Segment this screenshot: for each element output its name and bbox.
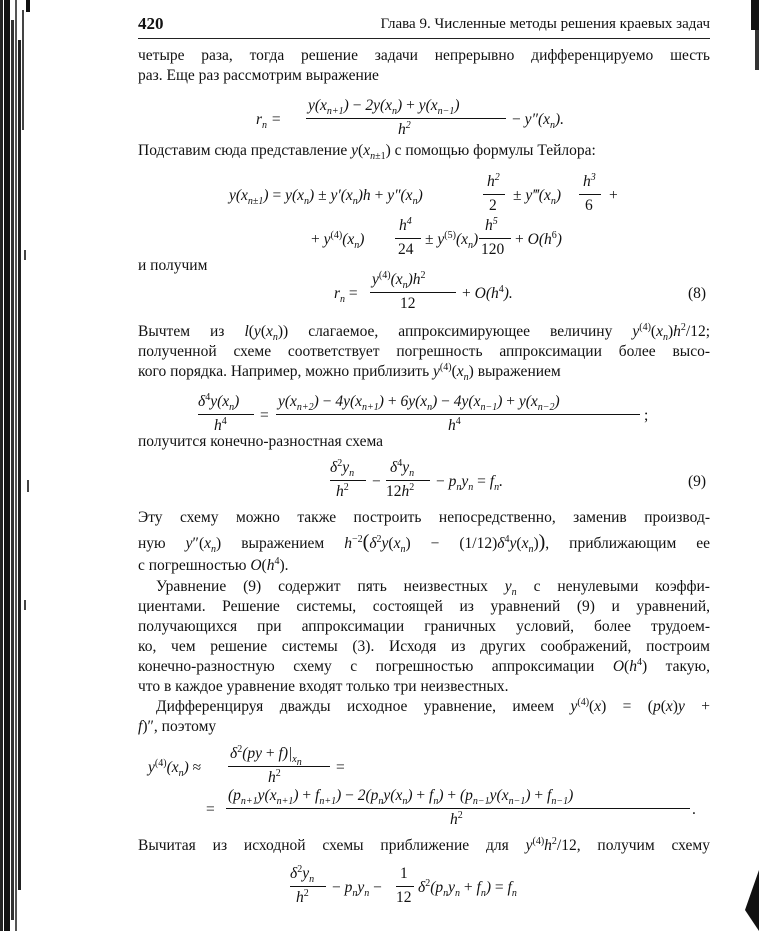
text-line-19: f)″, поэтому [138, 718, 217, 735]
text-line-4: и получим [138, 257, 208, 274]
text-line-20: Вычитая из исходной схемы приближение для $y^{(4)}h^2/12$, получим схему [138, 835, 710, 854]
text-line-2: раз. Еще раз рассмотрим выражение [138, 67, 379, 84]
text-line-14: получающихся при аппроксимации граничных условий, более трудоем- [138, 618, 710, 635]
text-line-12: Уравнение (9) содержит пять неизвестных $y_n$ с ненулевыми коэффи- [156, 578, 710, 599]
text-line-18: Дифференцируя дважды исходное уравнение, имеем $y^{(4)}(x) = (p(x)y$ + [156, 696, 710, 715]
running-header [138, 14, 710, 36]
text-line-5: Вычтем из $l(y(x_n))$ слагаемое, аппроксимирующее величину $y^{(4)}(x_n)h^2/12$; [138, 321, 711, 344]
text-line-16: конечно-разностную схему с погрешностью аппроксимации $O(h^4)$ такую, [138, 656, 710, 675]
text-line-1: четыре раза, тогда решение задачи непрерывно дифференцируемо шесть [138, 47, 710, 64]
text-line-6: полученной схеме соответствует погрешность аппроксимации более высо- [138, 343, 710, 360]
page-number: 420 [138, 14, 164, 33]
text-line-15: ко, чем решение системы (3). Исходя из других соображений, построим [138, 638, 710, 655]
scan-edge-right [745, 0, 759, 931]
scan-edge-left [0, 0, 40, 931]
chapter-title: Глава 9. Численные методы решения краевых задач [380, 16, 710, 32]
text-line-13: циентами. Решение системы, состоящей из уравнений (9) и уравнений, [138, 598, 710, 615]
text-line-10: ную $y''(x_n)$ выражением $h^{-2}(\delta^2y(x_n) - (1/12)\delta^4y(x_n))$, приближающим ее [138, 531, 711, 556]
header-rule [138, 38, 710, 39]
text-line-17: что в каждое уравнение входят только три неизвестных. [138, 678, 509, 695]
equation-number-8: (8) [688, 285, 707, 302]
text-line-7: кого порядка. Например, можно приблизить $y^{(4)}(x_n)$ выражением [138, 361, 561, 384]
text-line-8: получится конечно-разностная схема [138, 433, 384, 450]
text-line-9: Эту схему можно также построить непосредственно, заменив производ- [138, 509, 710, 526]
book-page: 420 Глава 9. Численные методы решения краевых задач четыре раза, тогда решение задачи непрерывно дифференцируемо шесть раз. Еще раз рассмотрим выражение $r_n$ = $y(x_{n+1}) - 2y(x_n) + y(x_{n-1})$ $h^2$ − $y''(x_n)$. Подставим сюда представление $y(x_{n\pm 1})$ с помощью формулы Тейлора: $y(x_{n\pm 1}) = y(x_n) \pm y'(x_n)h + y''(x_n)$ $h^2$ 2 ± $y‴(x_n)$ $h^3$ 6 + + $y^{(4)}(x_n)$ $h^4$ 24 ± $y^{(5)}(x_n)$ $h^5$ 120 + $O(h^6)$ и получим $r_n$ = $y^{(4)}(x_n)h^2$ 12 + $O(h^4)$. (8) Вычтем из $l(y(x_n))$ слагаемое, аппроксимирующее величину $y^{(4)}(x_n)h^2/12$; полученной схеме соответствует погрешность аппроксимации более высо- кого порядка. Например, можно приблизить $y^{(4)}(x_n)$ выражением $\delta^4y(x_n)$ $h^4$ = $y(x_{n+2}) - 4y(x_{n+1}) + 6y(x_n) - 4y(x_{n-1}) + y(x_{n-2})$ $h^4$ ; получится конечно-разностная схема $\delta^2y_n$ $h^2$ − $\delta^4y_n$ $12h^2$ − $p_ny_n = f_n$. (9) Эту схему можно также построить непосредственно, заменив производ- ную $y''(x_n)$ выражением $h^{-2}(\delta^2y(x_n) - (1/12)\delta^4y(x_n))$, приближающим ее с погрешностью $O(h^4)$. Уравнение (9) содержит пять неизвестных $y_n$ с ненулевыми коэффи- циентами. Решение системы, состоящей из уравнений (9) и уравнений, получающихся при аппроксимации граничных условий, более трудоем- ко, чем решение системы (3). Исходя из других соображений, построим конечно-разностную схему с погрешностью аппроксимации $O(h^4)$ такую, что в каждое уравнение входят только три неизвестных. Дифференцируя дважды исходное уравнение, имеем $y^{(4)}(x) = (p(x)y$ + f)″, поэтому $y^{(4)}(x_n)$ ≈ $\delta^2(py + f)|_{x_n}$ $h^2$ = = $(p_{n+1}y(x_{n+1}) + f_{n+1}) - 2(p_ny(x_n) + f_n) + (p_{n-1}y(x_{n-1}) + f_{n-1})$ $h^2$ . Вычитая из исходной схемы приближение для $y^{(4)}h^2/12$, получим схему $\delta^2y_n$ $h^2$ − $p_ny_n$ − 1 12 $\delta^2(p_ny_n + f_n) = f_n$ [0, 0, 759, 931]
equation-number-9: (9) [688, 473, 707, 490]
text-line-11: с погрешностью $O(h^4)$. [138, 555, 289, 574]
text-line-3: Подставим сюда представление $y(x_{n\pm 1})$ с помощью формулы Тейлора: [138, 142, 596, 163]
